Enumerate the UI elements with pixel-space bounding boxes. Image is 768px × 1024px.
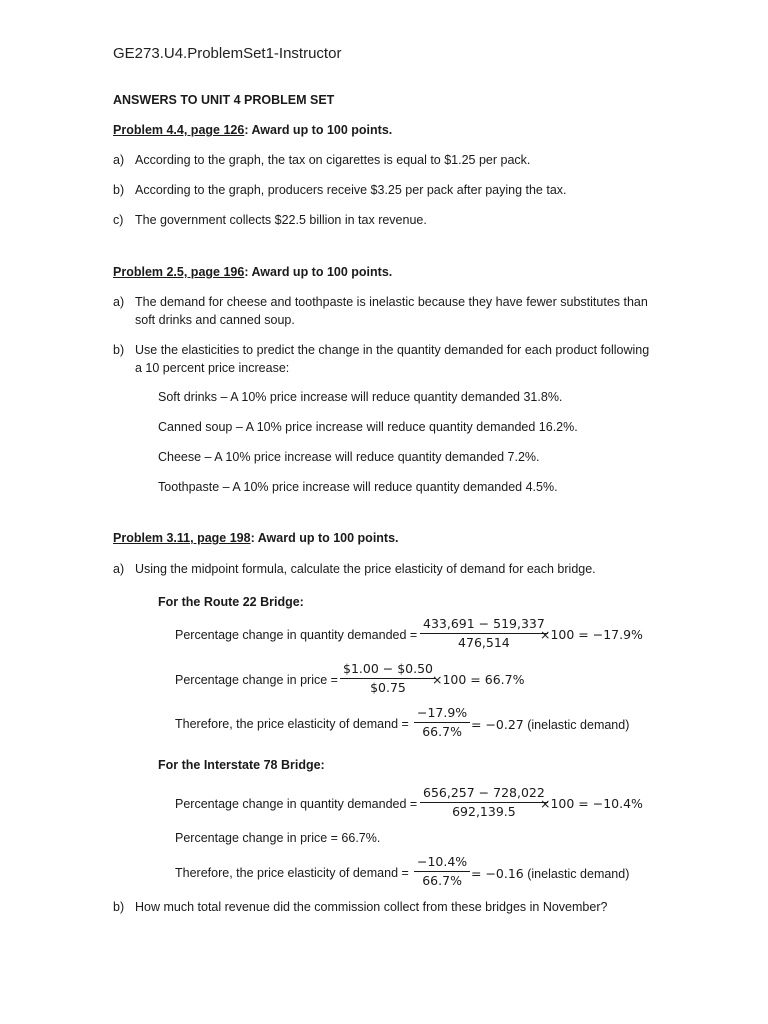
route-22-price-result: ×100 = 66.7%	[432, 672, 525, 687]
interstate-78-qty-result: ×100 = −10.4%	[540, 796, 643, 811]
interstate-78-elasticity-fraction	[414, 856, 470, 887]
problem-1-award: : Award up to 100 points.	[244, 123, 393, 137]
route-22-price-label: Percentage change in price =	[175, 673, 338, 687]
item-text: How much total revenue did the commission collect from these bridges in November?	[135, 900, 608, 914]
problem-2-heading	[113, 265, 392, 279]
problem-1-item-b	[113, 183, 567, 197]
fraction-numerator: $1.00 − $0.50	[340, 663, 436, 679]
elasticity-value: = −0.16	[471, 866, 524, 881]
result-cheese: Cheese – A 10% price increase will reduce quantity demanded 7.2%.	[158, 450, 540, 464]
document-header: GE273.U4.ProblemSet1-Instructor	[113, 45, 342, 62]
problem-3-heading	[113, 531, 399, 545]
interstate-78-title: For the Interstate 78 Bridge:	[158, 758, 325, 772]
fraction-denominator: 66.7%	[422, 872, 462, 888]
route-22-elasticity-result	[471, 717, 629, 732]
fraction-denominator: 692,139.5	[452, 803, 516, 819]
result-soft-drinks: Soft drinks – A 10% price increase will reduce quantity demanded 31.8%.	[158, 390, 563, 404]
item-marker: a)	[113, 295, 125, 309]
problem-3-item-a	[113, 562, 596, 576]
item-marker: c)	[113, 213, 124, 227]
item-text: According to the graph, producers receive $3.25 per pack after paying the tax.	[135, 183, 567, 197]
route-22-elasticity-label: Therefore, the price elasticity of demand =	[175, 717, 409, 731]
route-22-price-fraction	[340, 663, 436, 694]
document-title: ANSWERS TO UNIT 4 PROBLEM SET	[113, 93, 335, 107]
problem-3-ref: Problem 3.11, page 198	[113, 531, 251, 545]
problem-1-item-c	[113, 213, 427, 227]
fraction-numerator: −17.9%	[414, 707, 470, 723]
route-22-qty-fraction	[420, 618, 548, 649]
route-22-qty-label: Percentage change in quantity demanded =	[175, 628, 418, 642]
problem-1-heading	[113, 123, 392, 137]
elasticity-note: (inelastic demand)	[523, 867, 630, 881]
item-marker: a)	[113, 153, 125, 167]
problem-2-item-a	[113, 295, 648, 309]
fraction-numerator: 433,691 − 519,337	[420, 618, 548, 634]
result-toothpaste: Toothpaste – A 10% price increase will reduce quantity demanded 4.5%.	[158, 480, 558, 494]
problem-2-award: : Award up to 100 points.	[244, 265, 393, 279]
item-marker: b)	[113, 183, 125, 197]
item-marker: a)	[113, 562, 125, 576]
fraction-denominator: $0.75	[370, 679, 406, 695]
result-canned-soup: Canned soup – A 10% price increase will reduce quantity demanded 16.2%.	[158, 420, 578, 434]
route-22-elasticity-fraction	[414, 707, 470, 738]
elasticity-value: = −0.27	[471, 717, 524, 732]
problem-3-award: : Award up to 100 points.	[250, 531, 399, 545]
problem-2-item-b-cont: a 10 percent price increase:	[135, 361, 290, 375]
route-22-qty-result: ×100 = −17.9%	[540, 627, 643, 642]
interstate-78-price-text: Percentage change in price = 66.7%.	[175, 831, 381, 845]
fraction-numerator: −10.4%	[414, 856, 470, 872]
item-text: Use the elasticities to predict the change in the quantity demanded for each product following	[135, 343, 650, 357]
item-marker: b)	[113, 900, 125, 914]
item-text: According to the graph, the tax on cigarettes is equal to $1.25 per pack.	[135, 153, 531, 167]
interstate-78-elasticity-result	[471, 866, 629, 881]
problem-1-item-a	[113, 153, 530, 167]
item-marker: b)	[113, 343, 125, 357]
item-text: The government collects $22.5 billion in tax revenue.	[135, 213, 427, 227]
problem-2-item-a-cont: soft drinks and canned soup.	[135, 313, 295, 327]
problem-2-item-b	[113, 343, 649, 357]
fraction-denominator: 66.7%	[422, 723, 462, 739]
fraction-denominator: 476,514	[458, 634, 510, 650]
item-text: Using the midpoint formula, calculate the price elasticity of demand for each bridge.	[135, 562, 596, 576]
interstate-78-qty-fraction	[420, 787, 548, 818]
problem-3-item-b	[113, 900, 607, 914]
problem-1-ref: Problem 4.4, page 126	[113, 123, 245, 137]
interstate-78-elasticity-label: Therefore, the price elasticity of demand =	[175, 866, 409, 880]
route-22-title: For the Route 22 Bridge:	[158, 595, 304, 609]
problem-2-ref: Problem 2.5, page 196	[113, 265, 245, 279]
elasticity-note: (inelastic demand)	[523, 718, 630, 732]
interstate-78-qty-label: Percentage change in quantity demanded =	[175, 797, 418, 811]
fraction-numerator: 656,257 − 728,022	[420, 787, 548, 803]
item-text: The demand for cheese and toothpaste is inelastic because they have fewer substitutes than	[135, 295, 648, 309]
